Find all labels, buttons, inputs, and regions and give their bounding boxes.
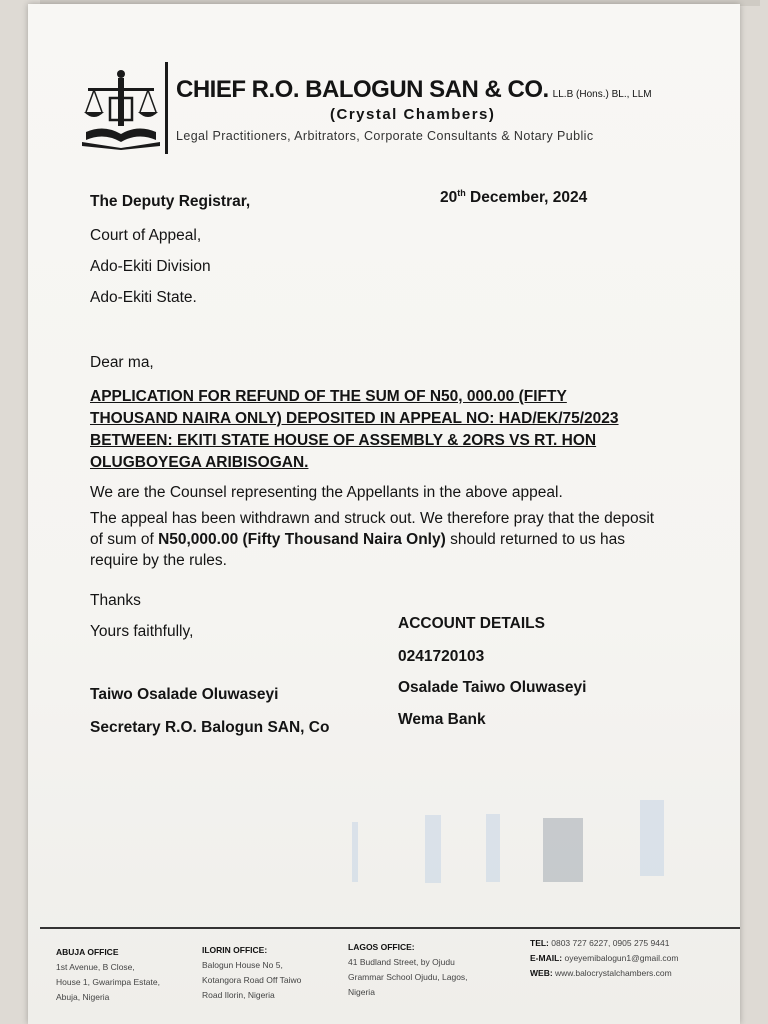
bleed-through-mark: [640, 800, 664, 876]
tel-label: TEL:: [530, 938, 549, 948]
lagos-address-line: Grammar School Ojudu, Lagos,: [348, 972, 468, 982]
firm-name-text: CHIEF R.O. BALOGUN SAN & CO.: [176, 76, 549, 103]
bleed-through-mark: [425, 815, 441, 883]
salutation: Dear ma,: [90, 354, 154, 371]
footer-divider: [40, 927, 740, 929]
body-paragraph-1: We are the Counsel representing the Appellants in the above appeal.: [90, 484, 563, 501]
signer-title: Secretary R.O. Balogun SAN, Co: [90, 719, 330, 736]
scales-of-justice-logo-icon: [80, 68, 162, 150]
account-name: Osalade Taiwo Oluwaseyi: [398, 679, 587, 696]
letter-date: [440, 188, 587, 207]
firm-tagline: Legal Practitioners, Arbitrators, Corporate Consultants & Notary Public: [176, 129, 594, 143]
yours-faithfully: Yours faithfully,: [90, 623, 194, 640]
bleed-through-mark: [352, 822, 358, 882]
footer-ilorin-office: [202, 943, 301, 1003]
recipient-title: The Deputy Registrar,: [90, 193, 251, 210]
abuja-address-line: Abuja, Nigeria: [56, 992, 110, 1002]
thanks-text: Thanks: [90, 592, 141, 609]
abuja-address-line: House 1, Gwarimpa Estate,: [56, 977, 160, 987]
footer-contact: [530, 936, 678, 981]
date-suffix: th: [457, 188, 466, 198]
date-rest: December, 2024: [465, 189, 588, 207]
ilorin-address-line: Kotangora Road Off Taiwo: [202, 975, 302, 985]
footer-email: [530, 951, 678, 966]
lagos-office-heading: LAGOS OFFICE:: [348, 942, 415, 952]
body-paragraph-2: [90, 508, 665, 571]
subject-heading: APPLICATION FOR REFUND OF THE SUM OF N50, 000.00 (FIFTY THOUSAND NAIRA ONLY) DEPOSITED IN APPEAL NO: HAD/EK/75/2023 BETWEEN: EKITI STATE HOUSE OF ASSEMBLY & 2ORS VS RT. HON OLUGBOYEGA ARIBISOGAN.: [90, 388, 619, 471]
firm-name: [176, 76, 652, 104]
account-details-heading: ACCOUNT DETAILS: [398, 615, 545, 632]
recipient-line-2: Ado-Ekiti Division: [90, 258, 211, 275]
email-label: E-MAIL:: [530, 953, 563, 963]
ilorin-office-heading: ILORIN OFFICE:: [202, 945, 268, 955]
letterhead-divider: [165, 62, 168, 154]
body-paragraph-2-end: should returned to us has require by the rules.: [90, 531, 625, 569]
body-paragraph-2-start: The appeal has been withdrawn and struck out. We therefore pray that the deposit of sum of: [90, 510, 655, 548]
ilorin-address-line: Balogun House No 5,: [202, 960, 283, 970]
bleed-through-mark: [543, 818, 583, 882]
recipient-line-3: Ado-Ekiti State.: [90, 289, 197, 306]
abuja-office-heading: ABUJA OFFICE: [56, 947, 119, 957]
web-value: www.balocrystalchambers.com: [552, 968, 672, 978]
web-label: WEB:: [530, 968, 553, 978]
email-value: oyeyemibalogun1@gmail.com: [562, 953, 679, 963]
footer-telephone: [530, 936, 678, 951]
ilorin-address-line: Road Ilorin, Nigeria: [202, 990, 275, 1000]
lagos-address-line: 41 Budland Street, by Ojudu: [348, 957, 455, 967]
recipient-line-1: Court of Appeal,: [90, 227, 202, 244]
footer-abuja-office: [56, 945, 160, 1005]
footer-lagos-office: [348, 940, 468, 1000]
bleed-through-mark: [486, 814, 500, 882]
date-day: 20: [440, 189, 458, 207]
refund-amount: N50,000.00 (Fifty Thousand Naira Only): [158, 531, 446, 548]
tel-value: 0803 727 6227, 0905 275 9441: [548, 938, 670, 948]
footer-website: [530, 966, 678, 981]
chambers-name: (Crystal Chambers): [330, 106, 496, 123]
account-number: 0241720103: [398, 648, 485, 665]
signer-name: Taiwo Osalade Oluwaseyi: [90, 686, 279, 703]
abuja-address-line: 1st Avenue, B Close,: [56, 962, 135, 972]
firm-qualifications: LL.B (Hons.) BL., LLM: [552, 89, 652, 100]
bank-name: Wema Bank: [398, 711, 486, 728]
lagos-address-line: Nigeria: [348, 987, 375, 997]
